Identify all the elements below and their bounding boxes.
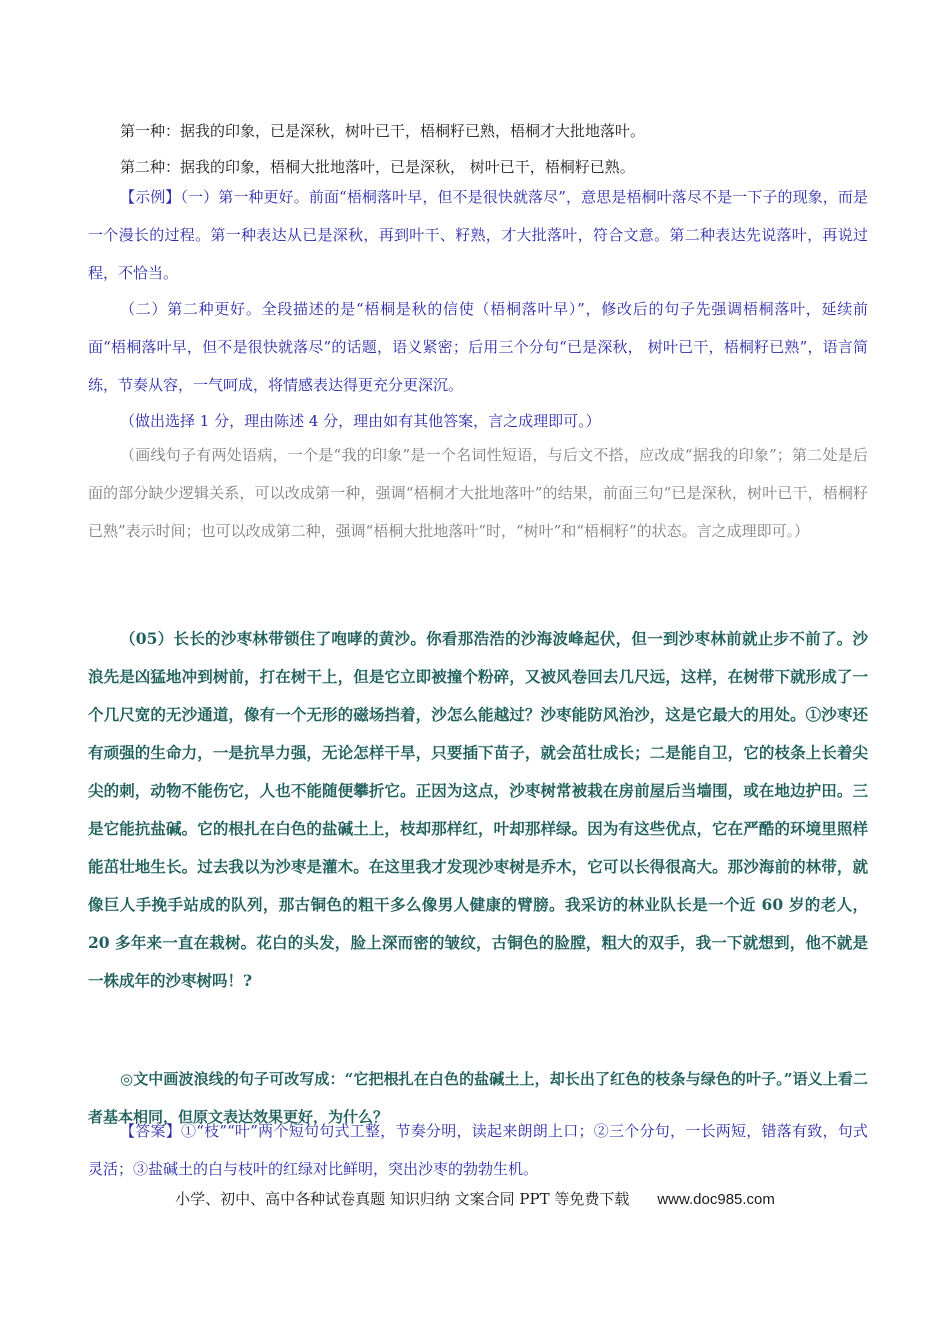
- analysis-note: （画线句子有两处语病，一个是“我的印象”是一个名词性短语，与后文不搭，应改成“据我的印象”；第二处是后面的部分缺少逻辑关系，可以改成第一种，强调“梧桐才大批地落叶”的结果，前面三句“已是深秋，树叶已干，梧桐籽已熟”表示时间；也可以改成第二种，强调“梧桐大批地落叶”时，“树叶”和“梧桐籽”的状态。言之成理即可。）: [88, 446, 868, 540]
- footer-text: 小学、初中、高中各种试卷真题 知识归纳 文案合同 PPT 等免费下载: [175, 1190, 630, 1208]
- scoring-note: （做出选择 1 分，理由陈述 4 分，理由如有其他答案，言之成理即可。）: [120, 412, 601, 430]
- page-footer: [0, 1188, 950, 1209]
- answer-text: 【答案】①“枝”“叶”两个短句句式工整，节奏分明，读起来朗朗上口；②三个分句，一长两短，错落有致，句式灵活；③盐碱土的白与枝叶的红绿对比鲜明，突出沙枣的勃勃生机。: [88, 1122, 868, 1178]
- question-text: ◎文中画波浪线的句子可改写成：“它把根扎在白色的盐碱土上，却长出了红色的枝条与绿色的叶子。”语义上看二者基本相同，但原文表达效果更好，为什么？: [88, 1070, 868, 1126]
- option-two-sentence: 第二种：据我的印象，梧桐大批地落叶，已是深秋， 树叶已干，梧桐籽已熟。: [120, 158, 635, 176]
- option-one-sentence: 第一种：据我的印象，已是深秋，树叶已干，梧桐籽已熟，梧桐才大批地落叶。: [120, 122, 646, 140]
- example-answer-one: 【示例】（一）第一种更好。前面“梧桐落叶早，但不是很快就落尽”，意思是梧桐叶落尽不是一下子的现象，而是一个漫长的过程。第一种表达从已是深秋，再到叶干、籽熟，才大批落叶，符合文意。第二种表达先说落叶，再说过程，不恰当。: [88, 188, 868, 282]
- footer-url[interactable]: www.doc985.com: [657, 1191, 775, 1208]
- example-answer-two: （二）第二种更好。全段描述的是“梧桐是秋的信使（梧桐落叶早）”，修改后的句子先强调梧桐落叶，延续前面“梧桐落叶早，但不是很快就落尽”的话题，语义紧密；后用三个分句“已是深秋， 树叶已干，梧桐籽已熟”，语言简练，节奏从容，一气呵成，将情感表达得更充分更深沉。: [88, 300, 868, 394]
- reading-passage-05: （05）长长的沙枣林带锁住了咆哮的黄沙。你看那浩浩的沙海波峰起伏，但一到沙枣林前就止步不前了。沙浪先是凶猛地冲到树前，打在树干上，但是它立即被撞个粉碎，又被风卷回去几尺远，这样，在树带下就形成了一个几尺宽的无沙通道，像有一个无形的磁场挡着，沙怎么能越过？沙枣能防风治沙，这是它最大的用处。①沙枣还有顽强的生命力，一是抗旱力强，无论怎样干旱，只要插下苗子，就会茁壮成长；二是能自卫，它的枝条上长着尖尖的刺，动物不能伤它，人也不能随便攀折它。正因为这点，沙枣树常被栽在房前屋后当墙围，或在地边护田。三是它能抗盐碱。它的根扎在白色的盐碱土上，枝却那样红，叶却那样绿。因为有这些优点，它在严酷的环境里照样能茁壮地生长。过去我以为沙枣是灌木。在这里我才发现沙枣树是乔木，它可以长得很高大。那沙海前的林带，就像巨人手挽手站成的队列，那古铜色的粗干多么像男人健康的臂膀。我采访的林业队长是一个近 60 岁的老人，20 多年来一直在栽树。花白的头发，脸上深而密的皱纹，古铜色的脸膛，粗大的双手，我一下就想到，他不就是一株成年的沙枣树吗！?: [88, 629, 868, 990]
